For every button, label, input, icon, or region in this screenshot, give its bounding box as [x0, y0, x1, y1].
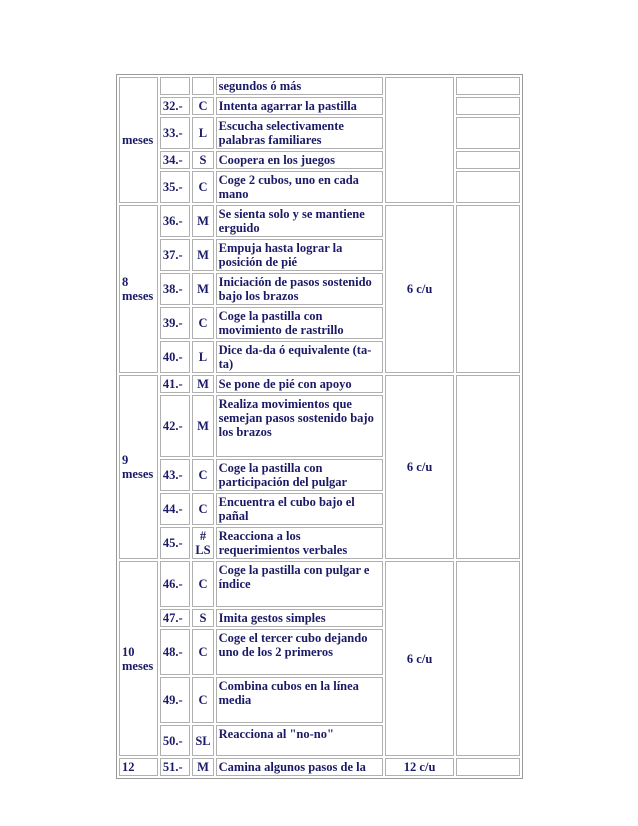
item-area: C: [192, 97, 213, 115]
item-description: Combina cubos en la línea media: [216, 677, 383, 723]
item-description: Encuentra el cubo bajo el pañal: [216, 493, 383, 525]
item-area: SL: [192, 725, 213, 756]
table-row: [119, 171, 520, 203]
check-cell: [456, 758, 520, 776]
item-area: S: [192, 151, 213, 169]
item-description: Imita gestos simples: [216, 609, 383, 627]
item-area: C: [192, 459, 213, 491]
check-cell: [456, 561, 520, 756]
item-area: C: [192, 171, 213, 203]
item-description: Iniciación de pasos sostenido bajo los brazos: [216, 273, 383, 305]
item-area: M: [192, 205, 213, 237]
item-area: M: [192, 239, 213, 271]
age-cell: 10 meses: [119, 561, 158, 756]
item-description: Coge la pastilla con movimiento de rastrillo: [216, 307, 383, 339]
item-area: L: [192, 341, 213, 373]
item-description: Dice da-da ó equivalente (ta-ta): [216, 341, 383, 373]
item-number: 37.-: [160, 239, 191, 271]
item-number: 43.-: [160, 459, 191, 491]
age-cell: 8 meses: [119, 205, 158, 373]
table-row: [119, 375, 520, 393]
item-number: 32.-: [160, 97, 191, 115]
item-area: L: [192, 117, 213, 149]
table-row: [119, 77, 520, 95]
item-description: Coge el tercer cubo dejando uno de los 2 primeros: [216, 629, 383, 675]
check-cell: [456, 117, 520, 149]
item-area: S: [192, 609, 213, 627]
quantity-cell: 6 c/u: [385, 375, 454, 559]
quantity-cell: 6 c/u: [385, 561, 454, 756]
age-cell: 12: [119, 758, 158, 776]
age-cell: [119, 77, 158, 203]
item-description: Se pone de pié con apoyo: [216, 375, 383, 393]
item-number: 51.-: [160, 758, 191, 776]
item-number: 34.-: [160, 151, 191, 169]
item-number: 35.-: [160, 171, 191, 203]
item-area: # LS: [192, 527, 213, 559]
item-area: [192, 77, 213, 95]
table-row: [119, 758, 520, 776]
check-cell: [456, 97, 520, 115]
item-description: Escucha selectivamente palabras familiares: [216, 117, 383, 149]
item-description: Coopera en los juegos: [216, 151, 383, 169]
item-number: 42.-: [160, 395, 191, 457]
item-area: M: [192, 375, 213, 393]
table-row: [119, 97, 520, 115]
table-row: [119, 151, 520, 169]
item-description: Coge 2 cubos, uno en cada mano: [216, 171, 383, 203]
item-number: 40.-: [160, 341, 191, 373]
table-row: [119, 205, 520, 237]
item-number: 33.-: [160, 117, 191, 149]
check-cell: [456, 151, 520, 169]
check-cell: [456, 375, 520, 559]
item-area: C: [192, 307, 213, 339]
item-area: M: [192, 273, 213, 305]
item-number: 38.-: [160, 273, 191, 305]
age-cell: 9 meses: [119, 375, 158, 559]
item-description: Se sienta solo y se mantiene erguido: [216, 205, 383, 237]
table-row: [119, 117, 520, 149]
item-description: Realiza movimientos que semejan pasos sostenido bajo los brazos: [216, 395, 383, 457]
item-number: 50.-: [160, 725, 191, 756]
item-area: C: [192, 561, 213, 607]
item-number: [160, 77, 191, 95]
quantity-cell: 12 c/u: [385, 758, 454, 776]
item-description: Camina algunos pasos de la: [216, 758, 383, 776]
table-row: [119, 561, 520, 607]
item-area: M: [192, 758, 213, 776]
item-number: 48.-: [160, 629, 191, 675]
age-label: meses: [122, 133, 154, 147]
check-cell: [456, 205, 520, 373]
check-cell: [456, 171, 520, 203]
item-description: segundos ó más: [216, 77, 383, 95]
quantity-cell: 6 c/u: [385, 205, 454, 373]
item-description: Empuja hasta lograr la posición de pié: [216, 239, 383, 271]
item-area: M: [192, 395, 213, 457]
quantity-cell: [385, 77, 454, 203]
item-number: 39.-: [160, 307, 191, 339]
item-number: 41.-: [160, 375, 191, 393]
item-area: C: [192, 677, 213, 723]
item-description: Coge la pastilla con pulgar e índice: [216, 561, 383, 607]
item-number: 46.-: [160, 561, 191, 607]
item-number: 44.-: [160, 493, 191, 525]
check-cell: [456, 77, 520, 95]
item-number: 36.-: [160, 205, 191, 237]
item-description: Intenta agarrar la pastilla: [216, 97, 383, 115]
item-number: 49.-: [160, 677, 191, 723]
item-number: 45.-: [160, 527, 191, 559]
item-area: C: [192, 493, 213, 525]
item-description: Reacciona al "no-no": [216, 725, 383, 756]
item-description: Coge la pastilla con participación del pulgar: [216, 459, 383, 491]
development-table: [116, 74, 523, 779]
item-number: 47.-: [160, 609, 191, 627]
item-area: C: [192, 629, 213, 675]
item-description: Reacciona a los requerimientos verbales: [216, 527, 383, 559]
